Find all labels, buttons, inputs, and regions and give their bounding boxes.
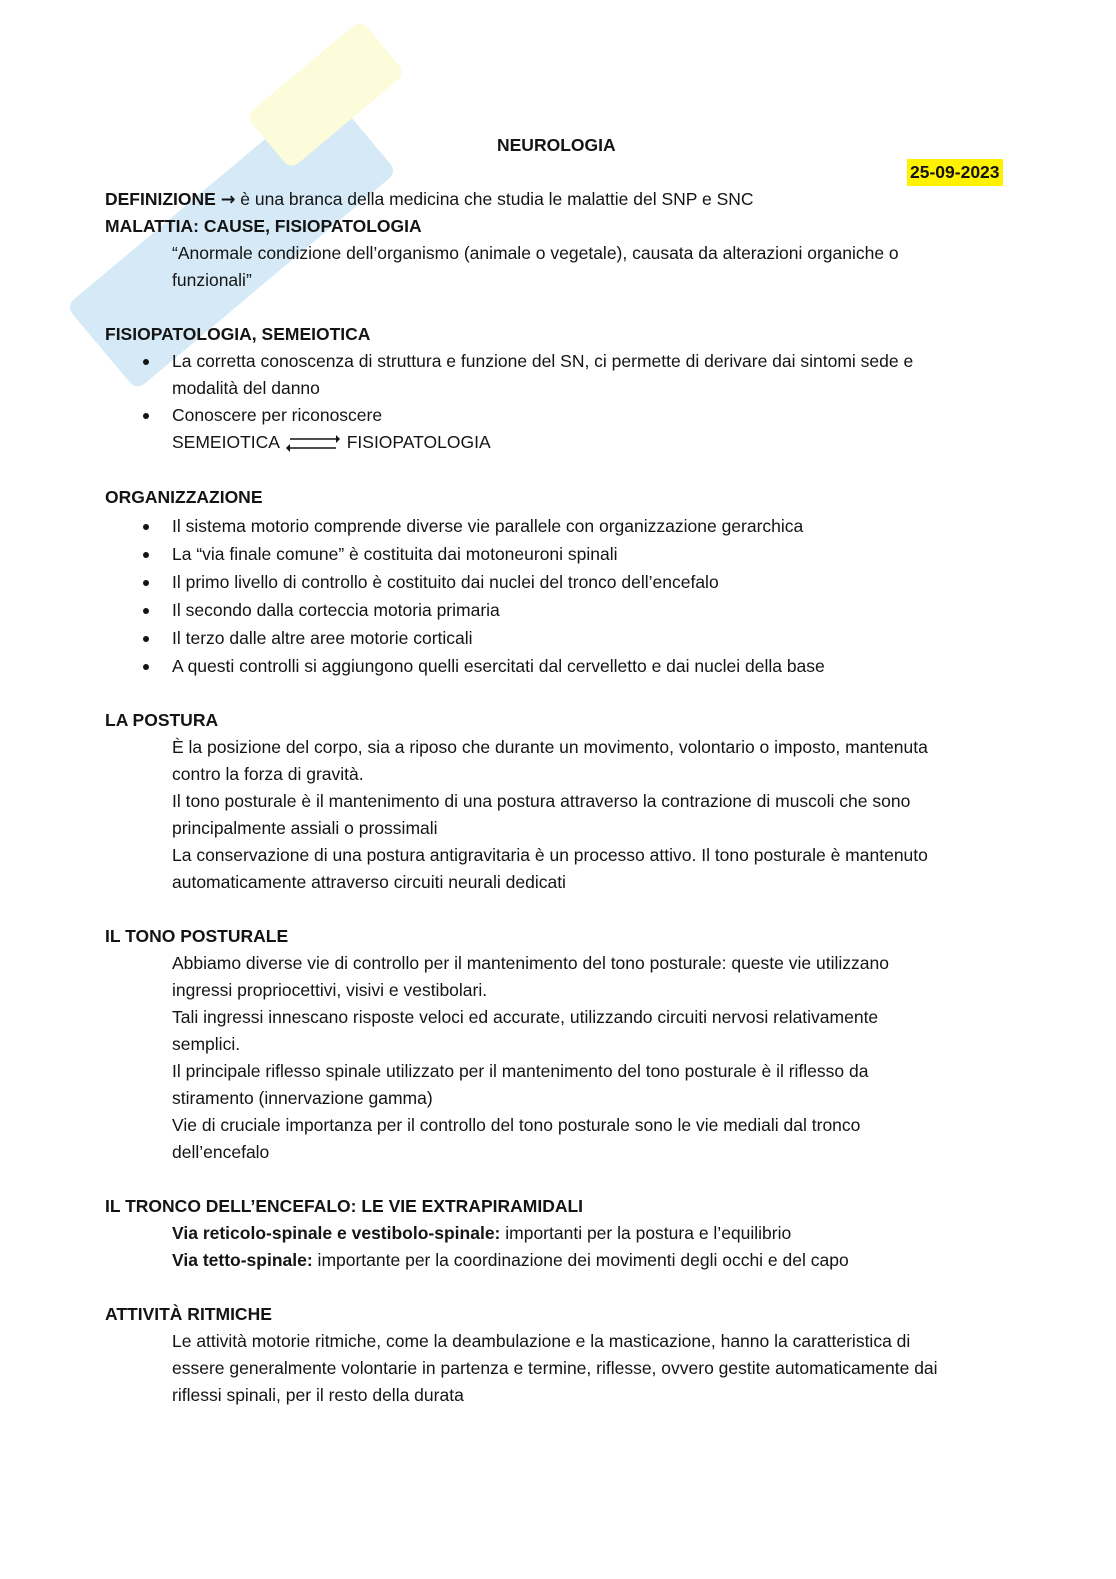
via-description: importanti per la postura e l’equilibrio xyxy=(500,1223,792,1243)
section-heading-malattia: MALATTIA: CAUSE, FISIOPATOLOGIA xyxy=(105,216,422,236)
via-name: Via reticolo-spinale e vestibolo-spinale: xyxy=(172,1223,501,1243)
paragraph-line: Il principale riflesso spinale utilizzato per il mantenimento del tono posturale è il riflesso da xyxy=(172,1061,869,1081)
list-item: Il terzo dalle altre aree motorie corticali xyxy=(172,628,473,648)
bidirectional-arrow-icon xyxy=(286,433,340,453)
bullet-icon xyxy=(143,524,149,530)
paragraph-line: dell’encefalo xyxy=(172,1142,270,1162)
fisiopatologia-bullet-text: Conoscere per riconoscere xyxy=(172,405,383,425)
paragraph-line: semplici. xyxy=(172,1034,241,1054)
paragraph-line: principalmente assiali o prossimali xyxy=(172,818,438,838)
semeiotica-relation xyxy=(172,429,491,456)
section-heading-fisiopatologia: FISIOPATOLOGIA, SEMEIOTICA xyxy=(105,324,371,344)
semeiotica-term: SEMEIOTICA xyxy=(172,432,279,452)
list-item: Il primo livello di controllo è costituito dai nuclei del tronco dell’encefalo xyxy=(172,572,719,592)
paragraph-line: riflessi spinali, per il resto della durata xyxy=(172,1385,464,1405)
bullet-icon xyxy=(143,552,149,558)
paragraph-line: contro la forza di gravità. xyxy=(172,764,364,784)
bullet-icon xyxy=(143,359,149,365)
section-heading-postura: LA POSTURA xyxy=(105,710,219,730)
paragraph-line: essere generalmente volontarie in partenza e termine, riflesse, ovvero gestite automaticamente dai xyxy=(172,1358,938,1378)
list-item: A questi controlli si aggiungono quelli esercitati dal cervelletto e dai nuclei della base xyxy=(172,656,825,676)
definition-text: è una branca della medicina che studia le malattie del SNP e SNC xyxy=(240,189,754,209)
list-item: La “via finale comune” è costituita dai motoneuroni spinali xyxy=(172,544,618,564)
section-heading-tono: IL TONO POSTURALE xyxy=(105,926,289,946)
paragraph-line: Tali ingressi innescano risposte veloci ed accurate, utilizzando circuiti nervosi relativamente xyxy=(172,1007,879,1027)
list-item: Il sistema motorio comprende diverse vie parallele con organizzazione gerarchica xyxy=(172,516,804,536)
fisiopatologia-bullet-text: modalità del danno xyxy=(172,378,320,398)
bullet-icon xyxy=(143,636,149,642)
definition-line xyxy=(105,186,754,214)
fisiopatologia-term: FISIOPATOLOGIA xyxy=(346,432,491,452)
definition-label: DEFINIZIONE xyxy=(105,189,216,209)
via-description: importante per la coordinazione dei movimenti degli occhi e del capo xyxy=(312,1250,849,1270)
via-name: Via tetto-spinale: xyxy=(172,1250,313,1270)
bullet-icon xyxy=(143,608,149,614)
paragraph-line: stiramento (innervazione gamma) xyxy=(172,1088,433,1108)
section-heading-ritmiche: ATTIVITÀ RITMICHE xyxy=(105,1304,272,1324)
paragraph-line: Il tono posturale è il mantenimento di una postura attraverso la contrazione di muscoli che sono xyxy=(172,791,911,811)
right-arrow-icon: → xyxy=(220,190,236,210)
paragraph-line: È la posizione del corpo, sia a riposo che durante un movimento, volontario o imposto, mantenuta xyxy=(172,737,928,757)
paragraph-line: Vie di cruciale importanza per il controllo del tono posturale sono le vie mediali dal tronco xyxy=(172,1115,861,1135)
malattia-quote-line: “Anormale condizione dell’organismo (animale o vegetale), causata da alterazioni organiche o xyxy=(172,243,899,263)
fisiopatologia-bullet-text: La corretta conoscenza di struttura e funzione del SN, ci permette di derivare dai sintomi sede e xyxy=(172,351,914,371)
list-item: Il secondo dalla corteccia motoria primaria xyxy=(172,600,500,620)
paragraph-line: Le attività motorie ritmiche, come la deambulazione e la masticazione, hanno la caratteristica di xyxy=(172,1331,911,1351)
paragraph-line: La conservazione di una postura antigravitaria è un processo attivo. Il tono posturale è mantenuto xyxy=(172,845,928,865)
paragraph-line: automaticamente attraverso circuiti neurali dedicati xyxy=(172,872,566,892)
document-title: NEUROLOGIA xyxy=(497,135,616,155)
via-line xyxy=(172,1220,791,1247)
via-line xyxy=(172,1247,849,1274)
malattia-quote-line: funzionali” xyxy=(172,270,252,290)
date-badge: 25-09-2023 xyxy=(907,159,1003,186)
bullet-icon xyxy=(143,580,149,586)
bullet-icon xyxy=(143,664,149,670)
paragraph-line: ingressi propriocettivi, visivi e vestibolari. xyxy=(172,980,488,1000)
section-heading-tronco: IL TRONCO DELL’ENCEFALO: LE VIE EXTRAPIRAMIDALI xyxy=(105,1196,584,1216)
paragraph-line: Abbiamo diverse vie di controllo per il mantenimento del tono posturale: queste vie utilizzano xyxy=(172,953,889,973)
section-heading-organizzazione: ORGANIZZAZIONE xyxy=(105,487,263,507)
bullet-icon xyxy=(143,413,149,419)
